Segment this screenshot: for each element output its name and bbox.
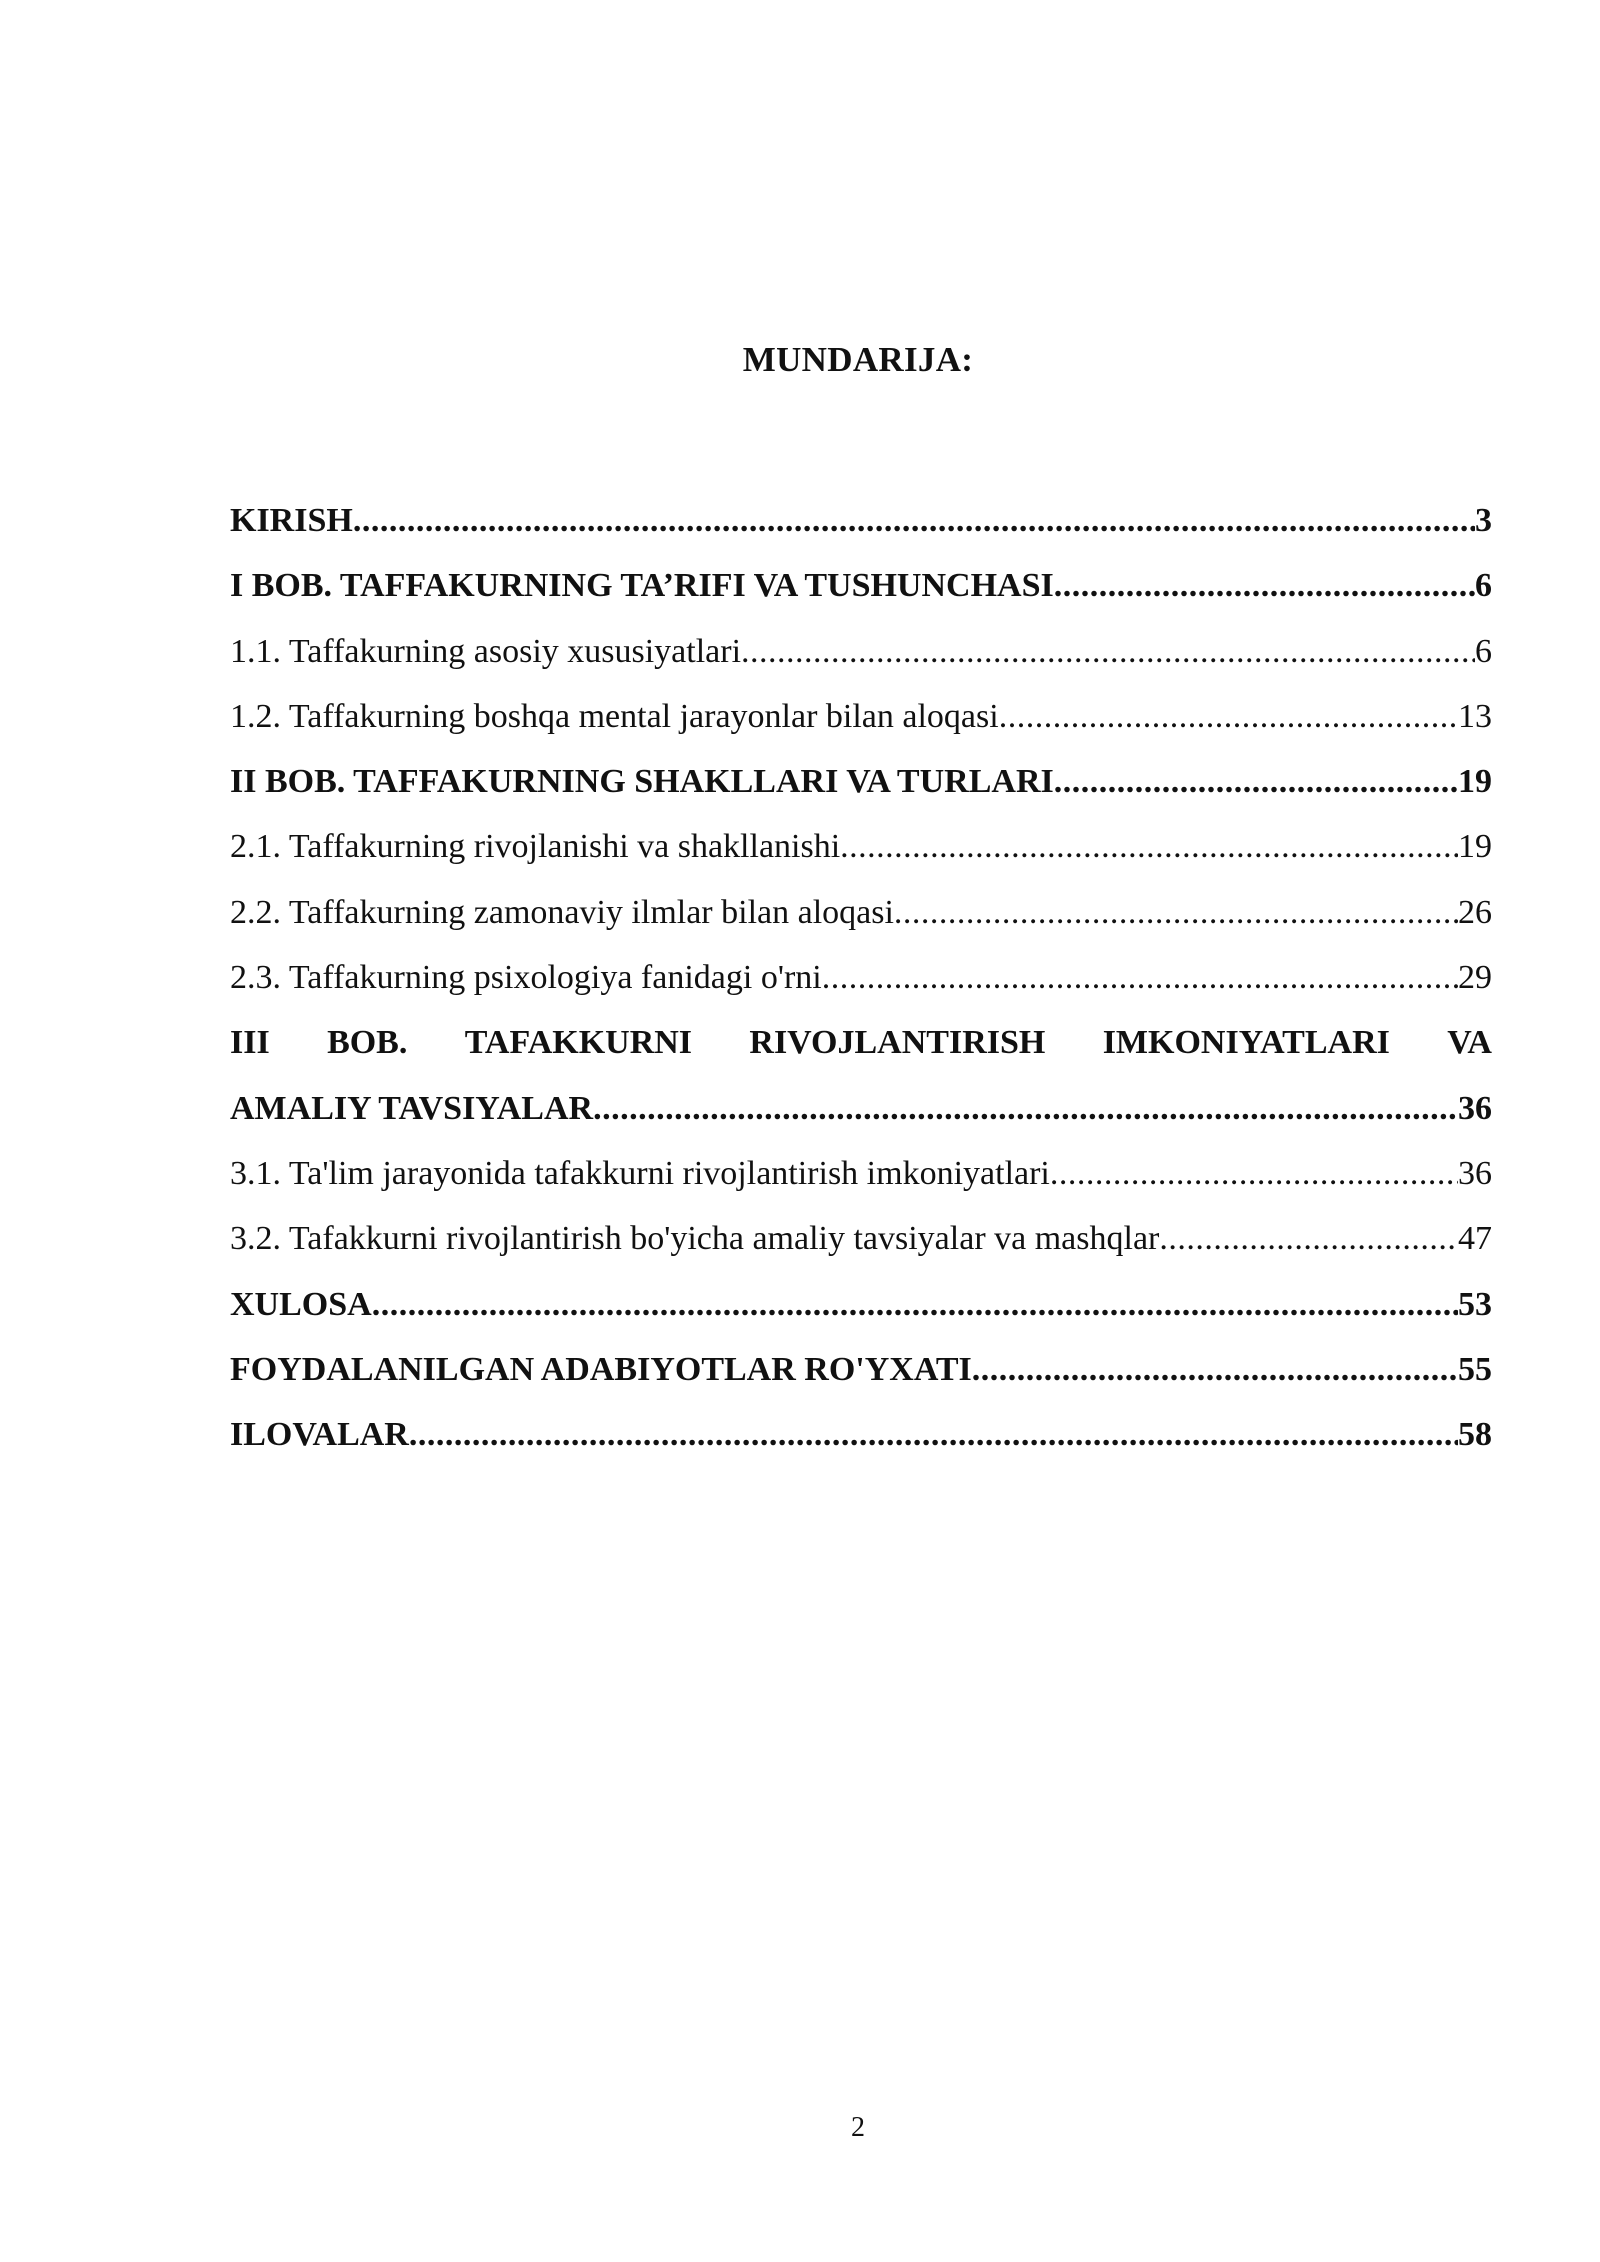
page-number: 2 — [851, 2112, 865, 2143]
toc-entry-section-2-2[interactable] — [230, 880, 1492, 945]
toc-entry-chapter-2[interactable] — [230, 749, 1492, 814]
toc-entry-title: 1.2. Taffakurning boshqa mental jarayonlar bilan aloqasi — [230, 697, 999, 735]
toc-entry-kirish[interactable] — [230, 488, 1492, 553]
toc-entry-page: 19 — [1458, 763, 1492, 801]
toc-entry-title: 2.1. Taffakurning rivojlanishi va shakllanishi — [230, 828, 841, 866]
toc-entry-chapter-1[interactable] — [230, 553, 1492, 618]
toc-entry-section-3-1[interactable] — [230, 1141, 1492, 1206]
toc-leader-dots — [840, 814, 1458, 879]
toc-entry-title: FOYDALANILGAN ADABIYOTLAR RO'YXATI — [230, 1350, 972, 1388]
toc-entry-title: KIRISH — [230, 502, 353, 539]
toc-leader-dots — [372, 1272, 1458, 1337]
toc-entry-page: 47 — [1458, 1220, 1492, 1258]
toc-leader-dots — [1054, 553, 1475, 618]
toc-entry-page: 36 — [1458, 1089, 1492, 1127]
toc-entry-page: 29 — [1458, 959, 1492, 997]
toc-entry-title: 1.1. Taffakurning asosiy xususiyatlari — [230, 632, 742, 670]
toc-entry-page: 53 — [1458, 1285, 1492, 1323]
toc-entry-page: 55 — [1458, 1350, 1492, 1388]
toc-heading-word: BOB. — [327, 1024, 408, 1062]
toc-leader-dots — [1054, 749, 1458, 814]
toc-entry-title: 3.2. Tafakkurni rivojlantirish bo'yicha amaliy tavsiyalar va mashqlar — [230, 1220, 1160, 1258]
toc-entry-page: 19 — [1458, 828, 1492, 866]
toc-entry-section-1-2[interactable] — [230, 684, 1492, 749]
toc-entry-title: 2.3. Taffakurning psixologiya fanidagi o'rni — [230, 959, 822, 997]
toc-entry-title: XULOSA — [230, 1285, 372, 1323]
toc-leader-dots — [409, 1402, 1458, 1467]
toc-entry-page: 3 — [1475, 502, 1492, 539]
toc-heading-word: III — [230, 1024, 270, 1062]
toc-leader-dots — [972, 1337, 1458, 1402]
toc-entry-title: AMALIY TAVSIYALAR — [230, 1089, 594, 1127]
toc-entry-appendices[interactable] — [230, 1402, 1492, 1467]
toc-entry-page: 6 — [1475, 632, 1492, 670]
toc-entry-page: 26 — [1458, 893, 1492, 931]
toc-leader-dots — [1159, 1206, 1458, 1271]
toc-leader-dots — [822, 945, 1458, 1010]
toc-entry-section-2-3[interactable] — [230, 945, 1492, 1010]
toc-entry-section-2-1[interactable] — [230, 814, 1492, 879]
toc-heading-word: RIVOJLANTIRISH — [749, 1024, 1046, 1062]
toc-entry-chapter-3-line-2[interactable] — [230, 1076, 1492, 1141]
toc-heading-word: VA — [1447, 1024, 1492, 1062]
toc-entry-page: 36 — [1458, 1154, 1492, 1192]
toc-entry-references[interactable] — [230, 1337, 1492, 1402]
toc-leader-dots — [999, 684, 1458, 749]
toc-entry-section-3-2[interactable] — [230, 1206, 1492, 1271]
table-of-contents — [230, 488, 1492, 1467]
toc-entry-section-1-1[interactable] — [230, 619, 1492, 684]
toc-heading-word: TAFAKKURNI — [464, 1024, 693, 1062]
toc-entry-xulosa[interactable] — [230, 1272, 1492, 1337]
toc-entry-title: 2.2. Taffakurning zamonaviy ilmlar bilan aloqasi — [230, 893, 894, 931]
toc-leader-dots — [1050, 1141, 1458, 1206]
toc-entry-title: II BOB. TAFFAKURNING SHAKLLARI VA TURLARI — [230, 763, 1054, 801]
toc-entry-chapter-3-line-1[interactable] — [230, 1010, 1492, 1075]
toc-entry-title: ILOVALAR — [230, 1416, 409, 1454]
toc-leader-dots — [894, 880, 1458, 945]
toc-entry-title: 3.1. Ta'lim jarayonida tafakkurni rivojlantirish imkoniyatlari — [230, 1154, 1050, 1192]
toc-entry-page: 6 — [1475, 567, 1492, 605]
toc-entry-title: I BOB. TAFFAKURNING TA’RIFI VA TUSHUNCHASI — [230, 567, 1054, 605]
toc-heading-word: IMKONIYATLARI — [1102, 1024, 1390, 1062]
toc-leader-dots — [353, 488, 1475, 553]
toc-entry-page: 58 — [1458, 1416, 1492, 1454]
toc-entry-page: 13 — [1458, 697, 1492, 735]
toc-heading: MUNDARIJA: — [742, 340, 974, 379]
toc-leader-dots — [593, 1076, 1458, 1141]
toc-leader-dots — [741, 619, 1475, 684]
